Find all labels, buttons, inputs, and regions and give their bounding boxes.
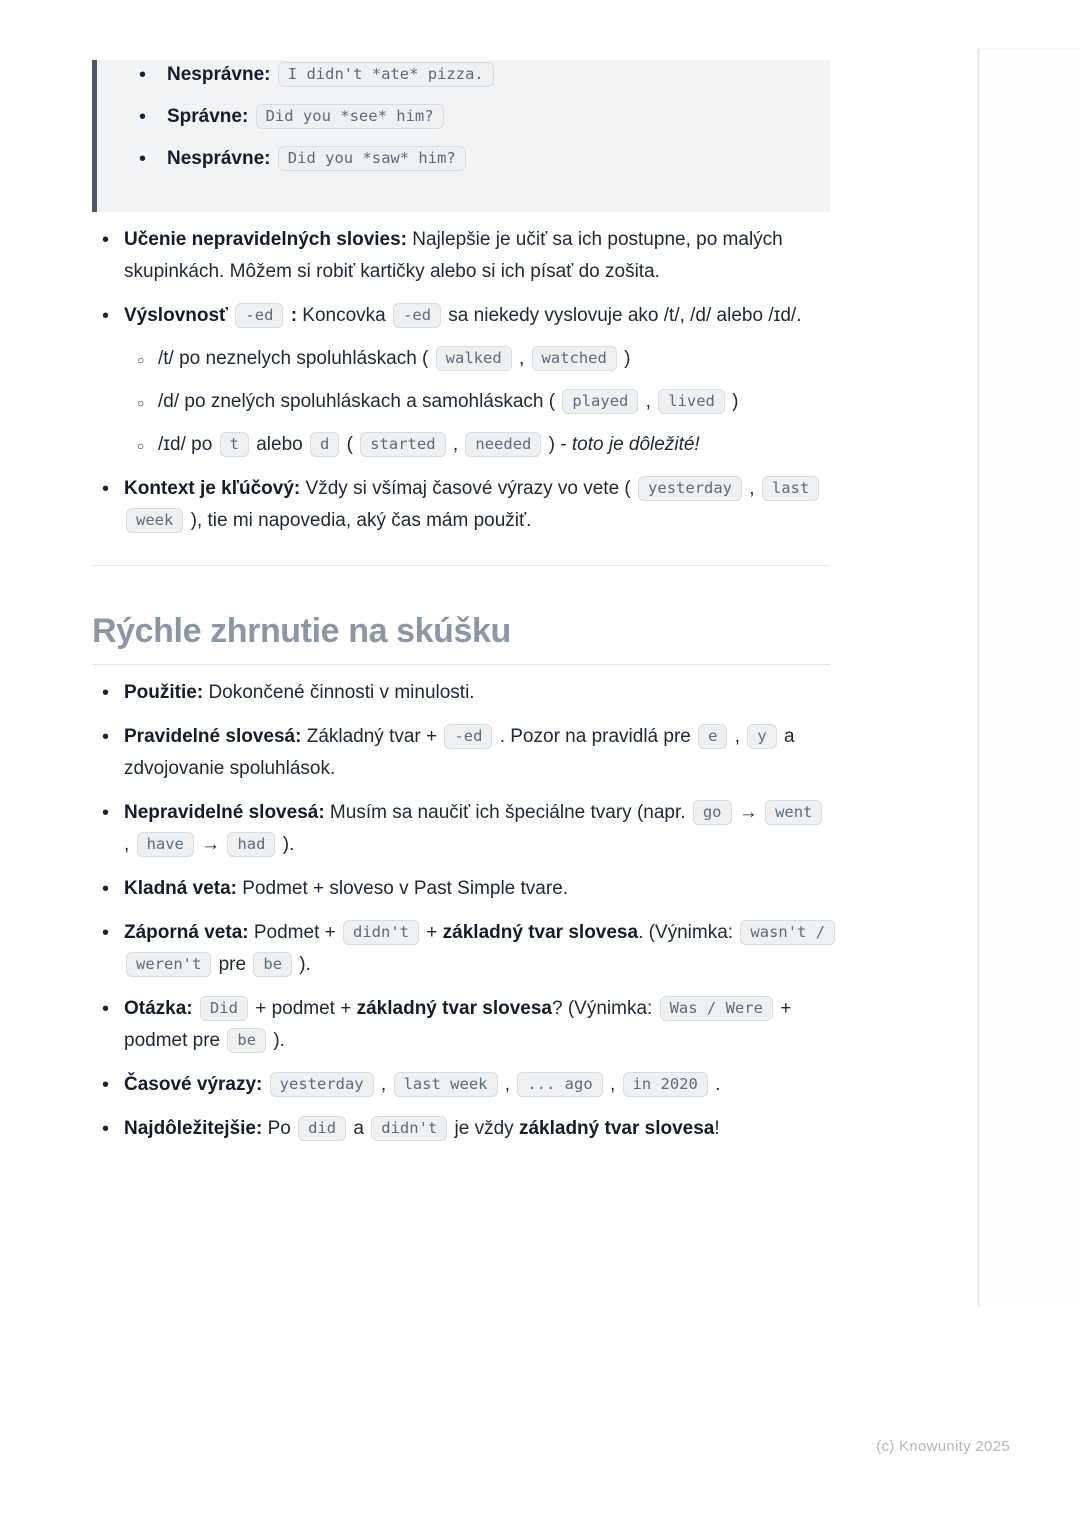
code-chip: played: [562, 389, 638, 414]
bold-text: Časové výrazy:: [124, 1074, 263, 1095]
code-chip: be: [253, 952, 292, 977]
code-chip: didn't: [343, 920, 419, 945]
code-chip: did: [298, 1116, 346, 1141]
text-run: ? (Výnimka:: [552, 998, 658, 1019]
bold-text: Pravidelné slovesá:: [124, 726, 302, 747]
code-chip: yesterday: [638, 476, 742, 501]
text-run: . (Výnimka:: [638, 922, 739, 943]
code-chip: Did: [200, 996, 248, 1021]
code-chip: last week: [394, 1072, 498, 1097]
text-run: + podmet +: [249, 998, 357, 1019]
bold-text: základný tvar slovesa: [442, 922, 639, 943]
text-run: ,: [499, 1074, 516, 1095]
sub-list: [124, 343, 830, 461]
copyright-footer: (c) Knowunity 2025: [876, 1438, 1010, 1455]
text-run: a: [348, 1118, 370, 1139]
list-item: [92, 721, 830, 785]
text-run: [248, 106, 253, 127]
text-run: Vždy si všímaj časové výrazy vo vete (: [300, 478, 637, 499]
text-run: pre: [213, 954, 252, 975]
text-run: [228, 305, 233, 326]
text-run: ,: [604, 1074, 621, 1095]
list-item: [92, 300, 830, 461]
text-run: .: [709, 1074, 721, 1095]
text-run: ,: [375, 1074, 392, 1095]
bold-text: Kontext je kľúčový:: [124, 478, 301, 499]
code-chip: last week: [126, 476, 819, 533]
example-list: [117, 60, 800, 174]
text-run: Koncovka: [297, 305, 392, 326]
text-run: ,: [744, 478, 760, 499]
text-run: Podmet +: [248, 922, 342, 943]
code-chip: -ed: [235, 303, 283, 328]
list-item: [92, 797, 830, 861]
bold-text: Najdôležitejšie:: [124, 1118, 263, 1139]
text-run: ), tie mi napovedia, aký čas mám použiť.: [185, 510, 532, 531]
text-run: a zdvojovanie spoluhlások.: [124, 726, 795, 779]
bold-text: základný tvar slovesa: [356, 998, 552, 1019]
code-chip: -ed: [444, 724, 492, 749]
code-chip: had: [227, 832, 275, 857]
text-run: /d/ po znelých spoluhláskach a samohláskach (: [158, 391, 561, 412]
text-run: Dokončené činnosti v minulosti.: [203, 682, 475, 703]
text-run: [271, 64, 276, 85]
bold-text: Kladná veta:: [124, 878, 237, 899]
text-run: [193, 998, 198, 1019]
text-run: ) -: [543, 434, 572, 455]
text-run: sa niekedy vyslovuje ako /t/, /d/ alebo /ɪd/.: [443, 305, 802, 326]
text-run: ): [726, 391, 739, 412]
code-chip: Did you *see* him?: [256, 104, 444, 129]
list-item: [92, 224, 830, 288]
code-chip: ... ago: [517, 1072, 602, 1097]
text-run: ).: [294, 954, 311, 975]
code-chip: wasn't / weren't: [126, 920, 835, 977]
text-run: Musím sa naučiť ich špeciálne tvary (napr.: [324, 802, 691, 823]
list-item: [117, 102, 800, 132]
bold-text: Použitie:: [124, 682, 204, 703]
text-run: /t/ po neznelych spoluhláskach (: [158, 348, 434, 369]
bold-text: :: [290, 305, 298, 326]
text-run: (: [341, 434, 359, 455]
bold-text: Nesprávne:: [167, 64, 271, 85]
bold-text: Nepravidelné slovesá:: [124, 802, 325, 823]
italic-text: toto je dôležité!: [571, 434, 700, 455]
code-chip: lived: [658, 389, 725, 414]
code-chip: -ed: [393, 303, 441, 328]
text-run: ): [618, 348, 631, 369]
code-chip: y: [747, 724, 776, 749]
text-run: /ɪd/ po: [158, 434, 218, 455]
text-run: ).: [268, 1030, 285, 1051]
list-item: [117, 60, 800, 90]
content-column: [92, 48, 830, 1157]
list-item: [124, 386, 830, 418]
code-chip: needed: [465, 432, 541, 457]
text-run: Po: [262, 1118, 297, 1139]
notes-list: [92, 224, 830, 537]
code-chip: be: [227, 1028, 266, 1053]
list-item: [92, 917, 830, 981]
text-run: ,: [513, 348, 530, 369]
text-run: [262, 1074, 267, 1095]
code-chip: watched: [532, 346, 617, 371]
list-item: [92, 993, 830, 1057]
list-item: [92, 473, 830, 537]
bold-text: Záporná veta:: [124, 922, 249, 943]
list-item: [92, 1069, 830, 1101]
text-run: . Pozor na pravidlá pre: [494, 726, 697, 747]
text-run: Základný tvar +: [301, 726, 443, 747]
code-chip: went: [765, 800, 822, 825]
adjacent-page-edge: [977, 48, 1080, 1307]
bold-text: Nesprávne:: [167, 148, 271, 169]
bold-text: Správne:: [167, 106, 249, 127]
section-heading: Rýchle zhrnutie na skúšku: [92, 610, 830, 665]
list-item: [117, 144, 800, 174]
section-divider: [92, 565, 830, 566]
text-run: je vždy: [449, 1118, 519, 1139]
text-run: ,: [447, 434, 464, 455]
text-run: ,: [640, 391, 657, 412]
bold-text: Výslovnosť: [124, 305, 229, 326]
bold-text: základný tvar slovesa: [518, 1118, 715, 1139]
text-run: + podmet pre: [124, 998, 792, 1051]
text-run: !: [714, 1118, 720, 1139]
text-run: →: [195, 834, 226, 855]
summary-list: [92, 677, 830, 1145]
bold-text: Otázka:: [124, 998, 193, 1019]
bold-text: Učenie nepravidelných slovies:: [124, 229, 408, 250]
text-run: →: [733, 802, 764, 823]
text-run: Najlepšie je učiť sa ich postupne, po malých skupinkách. Môžem si robiť kartičky alebo si ich písať do zošita.: [124, 229, 783, 282]
text-run: [271, 148, 276, 169]
list-item: [92, 873, 830, 905]
example-blockquote: [92, 60, 830, 212]
text-run: ).: [277, 834, 295, 855]
code-chip: t: [220, 432, 249, 457]
list-item: [92, 1113, 830, 1145]
text-run: ,: [729, 726, 746, 747]
text-run: ,: [124, 834, 135, 855]
code-chip: Was / Were: [660, 996, 773, 1021]
text-run: alebo: [250, 434, 308, 455]
list-item: [124, 343, 830, 375]
code-chip: go: [693, 800, 732, 825]
code-chip: walked: [436, 346, 512, 371]
code-chip: yesterday: [270, 1072, 374, 1097]
text-run: +: [421, 922, 443, 943]
list-item: [92, 677, 830, 709]
list-item: [124, 429, 830, 461]
code-chip: in 2020: [623, 1072, 708, 1097]
text-run: Podmet + sloveso v Past Simple tvare.: [236, 878, 569, 899]
code-chip: e: [698, 724, 727, 749]
code-chip: started: [360, 432, 445, 457]
code-chip: have: [137, 832, 194, 857]
code-chip: d: [310, 432, 339, 457]
code-chip: Did you *saw* him?: [278, 146, 466, 171]
code-chip: didn't: [371, 1116, 447, 1141]
code-chip: I didn't *ate* pizza.: [278, 62, 494, 87]
